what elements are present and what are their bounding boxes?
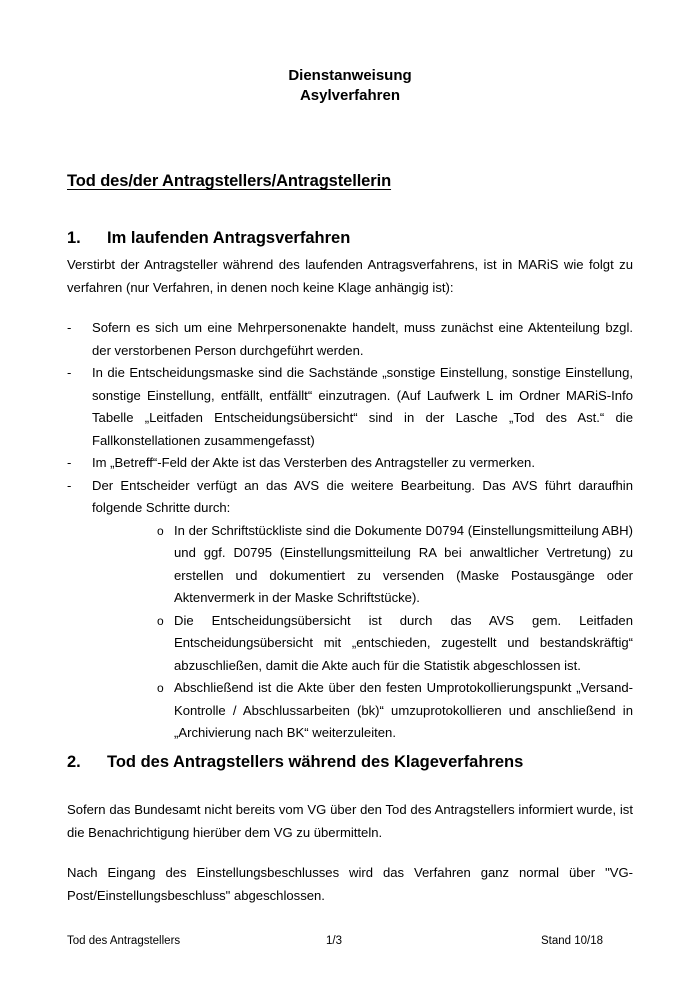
header-line-2: Asylverfahren <box>299 87 401 104</box>
bullet-item-text: Der Entscheider verfügt an das AVS die weitere Bearbeitung. Das AVS führt daraufhin folgende Schritte durch: <box>92 477 633 515</box>
section-1-title: Im laufenden Antragsverfahren <box>107 229 351 247</box>
footer-page-number: 1/3 <box>326 935 342 947</box>
bullet-item <box>67 475 633 745</box>
document-title: Tod des/der Antragstellers/Antragstellerin <box>67 172 392 190</box>
footer-version: Stand 10/18 <box>541 935 604 947</box>
section-2-heading <box>67 753 523 772</box>
section-2-title: Tod des Antragstellers während des Klageverfahrens <box>107 753 524 771</box>
sub-bullet-list <box>92 520 633 745</box>
bullet-item: - Im „Betreff“-Feld der Akte ist das Versterben des Antragsteller zu vermerken. <box>67 452 633 475</box>
footer-document-name: Tod des Antragstellers <box>67 935 181 947</box>
section-1-number: 1. <box>67 229 81 247</box>
sub-bullet-item: o Abschließend ist die Akte über den festen Umprotokollierungspunkt „Versand-Kontrolle / Abschlussarbeiten (bk)“ umzuprotokollieren und anschließend in „Archivierung nach BK“ weiterzuleiten. <box>92 677 633 745</box>
sub-bullet-item: o In der Schriftstückliste sind die Dokumente D0794 (Einstellungsmitteilung ABH) und ggf. D0795 (Einstellungsmitteilung RA bei anwaltlicher Vertretung) zu erstellen und dokumentiert zu versenden (Maske Postausgänge oder Aktenvermerk in der Maske Schriftstücke). <box>92 520 633 610</box>
section-2-number: 2. <box>67 753 81 771</box>
section-1-heading <box>67 229 350 248</box>
bullet-item: - In die Entscheidungsmaske sind die Sachstände „sonstige Einstellung, sonstige Einstellung, sonstige Einstellung, entfällt, entfällt“ einzutragen. (Auf Laufwerk L im Ordner MARiS-Info Tabelle „Leitfaden Entscheidungsübersicht“ sind in der Lasche „Tod des Ast.“ die Fallkonstellationen zusammengefasst) <box>67 362 633 452</box>
document-header <box>0 66 700 106</box>
header-line-1: Dienstanweisung <box>288 67 412 84</box>
section-2-paragraph-1: Sofern das Bundesamt nicht bereits vom VG über den Tod des Antragstellers informiert wurde, ist die Benachrichtigung hierüber dem VG zu übermitteln. <box>67 802 633 840</box>
bullet-item: - Sofern es sich um eine Mehrpersonenakte handelt, muss zunächst eine Aktenteilung bzgl. der verstorbenen Person durchgeführt werden. <box>67 317 633 362</box>
section-1-intro: Verstirbt der Antragsteller während des laufenden Antragsverfahrens, ist in MARiS wie folgt zu verfahren (nur Verfahren, in denen noch keine Klage anhängig ist): <box>67 257 633 295</box>
section-1-bullet-list <box>67 317 633 745</box>
sub-bullet-item: o Die Entscheidungsübersicht ist durch das AVS gem. Leitfaden Entscheidungsübersicht mit „entschieden, zugestellt und bestandskräftig“ abzuschließen, damit die Akte auch für die Statistik abgeschlossen ist. <box>92 610 633 678</box>
section-2-paragraph-2: Nach Eingang des Einstellungsbeschlusses wird das Verfahren ganz normal über "VG-Post/Einstellungsbeschluss" abgeschlossen. <box>67 865 633 903</box>
